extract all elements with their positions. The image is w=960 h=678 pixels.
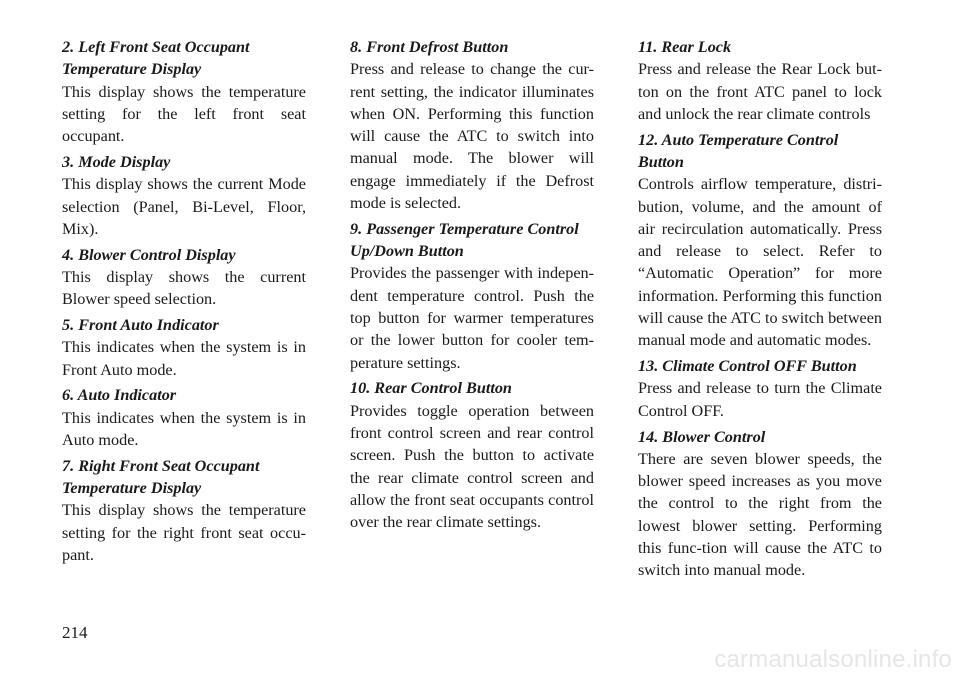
entry-heading: 10. Rear Control Button [350, 379, 512, 398]
entry-mode-display [62, 151, 306, 240]
column-middle [350, 36, 594, 537]
entry-body: There are seven blower speeds, the blower speed increases as you move the control to the right from the lowest blower setting. Performing this func-tion will cause the ATC to switch into manual mode. [638, 449, 882, 580]
entry-body: Provides the passenger with indepen-dent temperature control. Push the top button for warmer temperatures or the lower button for cooler tem-perature settings. [350, 264, 594, 372]
entry-passenger-temperature-control-button [350, 218, 594, 374]
column-left [62, 36, 306, 570]
entry-blower-control-display [62, 244, 306, 311]
entry-climate-control-off-button [638, 355, 882, 422]
entry-body: This display shows the temperature setting for the left front seat occupant. [62, 82, 306, 146]
column-right [638, 36, 882, 585]
entry-heading: 8. Front Defrost Button [350, 38, 509, 56]
entry-blower-control [638, 426, 882, 582]
entry-body: Press and release the Rear Lock but-ton on the front ATC panel to lock and unlock the rear climate controls [638, 60, 882, 123]
entry-heading: 7. Right Front Seat Occupant Temperature Display [62, 456, 260, 498]
entry-heading: 2. Left Front Seat Occupant Temperature Display [62, 38, 250, 79]
entry-rear-control-button [350, 377, 594, 533]
entry-front-auto-indicator [62, 314, 306, 381]
entry-body: This display shows the temperature setting for the right front seat occu-pant. [62, 501, 306, 565]
entry-body: This display shows the current Mode selection (Panel, Bi-Level, Floor, Mix). [62, 175, 306, 238]
page-number: 214 [62, 623, 88, 642]
entry-auto-indicator [62, 384, 306, 451]
entry-body: This display shows the current Blower speed selection. [62, 267, 306, 309]
entry-body: This indicates when the system is in Auto mode. [62, 408, 306, 450]
entry-body: This indicates when the system is in Front Auto mode. [62, 338, 306, 379]
entry-heading: 5. Front Auto Indicator [62, 316, 219, 335]
entry-body: Press and release to turn the Climate Control OFF. [638, 379, 882, 420]
entry-body: Press and release to change the cur-rent setting, the indicator illuminates when ON. Performing this function will cause the ATC to switch into manual mode. The blower will engage immediately if the Defrost mode is selected. [350, 60, 594, 213]
entry-rear-lock [638, 36, 882, 125]
entry-heading: 3. Mode Display [62, 152, 171, 171]
entry-heading: 12. Auto Temperature Control Button [638, 130, 839, 171]
entry-heading: 14. Blower Control [638, 427, 766, 446]
entry-right-front-seat-temperature-display [62, 455, 306, 566]
entry-front-defrost-button [350, 36, 594, 214]
entry-heading: 11. Rear Lock [638, 38, 732, 56]
entry-heading: 9. Passenger Temperature Control Up/Down Button [350, 219, 579, 261]
watermark: carmanualsonline.info [714, 646, 952, 673]
entry-heading: 13. Climate Control OFF Button [638, 357, 857, 376]
entry-body: Provides toggle operation between front control screen and rear control screen. Push the button to activate the rear climate control screen and allow the front seat occupants control over the rear climate settings. [350, 401, 594, 532]
entry-heading: 6. Auto Indicator [62, 386, 177, 405]
entry-body: Controls airflow temperature, distri-bution, volume, and the amount of air recirculation automatically. Press and release to select. Refer to “Automatic Operation” for more information. Performing this function will cause the ATC to switch between manual mode and automatic modes. [638, 175, 882, 350]
entry-left-front-seat-temperature-display [62, 36, 306, 147]
entry-heading: 4. Blower Control Display [62, 245, 236, 264]
entry-auto-temperature-control-button [638, 129, 882, 352]
